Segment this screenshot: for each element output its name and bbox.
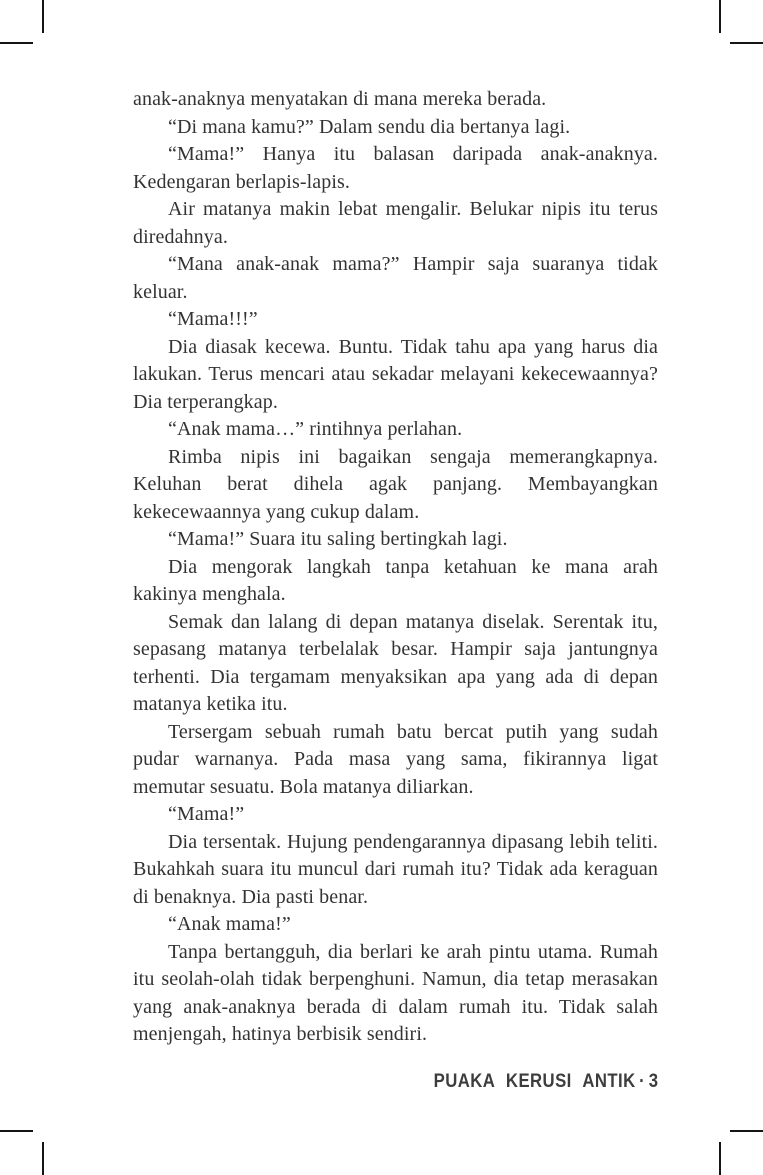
running-footer [433, 1071, 658, 1093]
crop-mark-top-left-vertical [42, 0, 44, 33]
body-paragraph: “Mama!” Suara itu saling bertingkah lagi. [168, 528, 508, 550]
body-text-block [133, 86, 658, 1061]
body-paragraph: Tanpa bertangguh, dia berlari ke arah pintu utama. Rumah itu seolah-olah tidak berpenghuni. Namun, dia tetap merasakan yang anak-anaknya berada di dalam rumah itu. Tidak salah menjengah, hatinya berbisik sendiri. [133, 940, 658, 1045]
running-title: PUAKA KERUSI ANTIK [433, 1071, 636, 1092]
body-paragraph: “Mama!” Hanya itu balasan daripada anak-anaknya. Kedengaran berlapis-lapis. [133, 143, 658, 193]
body-paragraph: “Anak mama…” rintihnya perlahan. [168, 418, 463, 440]
crop-mark-bottom-right-horizontal [730, 1130, 763, 1132]
body-paragraph: Air matanya makin lebat mengalir. Belukar nipis itu terus diredahnya. [133, 198, 658, 248]
body-paragraph: Semak dan lalang di depan matanya diselak. Serentak itu, sepasang matanya terbelalak besar. Hampir saja jantungnya terhenti. Dia tergamam menyaksikan apa yang ada di depan matanya ketika itu. [133, 610, 658, 715]
crop-mark-top-right-horizontal [730, 42, 763, 44]
body-paragraph: anak-anaknya menyatakan di mana mereka berada. [133, 88, 547, 110]
body-paragraph: Dia mengorak langkah tanpa ketahuan ke mana arah kakinya menghala. [133, 555, 658, 605]
crop-mark-top-left-horizontal [0, 42, 33, 44]
body-paragraph: Dia tersentak. Hujung pendengarannya dipasang lebih teliti. Bukahkah suara itu muncul dari rumah itu? Tidak ada keraguan di benaknya. Dia pasti benar. [133, 830, 658, 908]
body-paragraph: “Anak mama!” [168, 913, 291, 935]
body-paragraph: Tersergam sebuah rumah batu bercat putih yang sudah pudar warnanya. Pada masa yang sama, fikirannya ligat memutar sesuatu. Bola matanya diliarkan. [133, 720, 658, 798]
crop-mark-bottom-left-horizontal [0, 1130, 33, 1132]
crop-mark-top-right-vertical [719, 0, 721, 33]
page-number: 3 [648, 1071, 658, 1092]
body-paragraph: Rimba nipis ini bagaikan sengaja memerangkapnya. Keluhan berat dihela agak panjang. Membayangkan kekecewaannya yang cukup dalam. [133, 445, 658, 523]
body-paragraph: “Mana anak-anak mama?” Hampir saja suaranya tidak keluar. [133, 253, 658, 303]
crop-mark-bottom-right-vertical [719, 1142, 721, 1175]
crop-mark-bottom-left-vertical [42, 1142, 44, 1175]
footer-separator-dot: · [638, 1071, 645, 1092]
body-paragraph: Dia diasak kecewa. Buntu. Tidak tahu apa yang harus dia lakukan. Terus mencari atau sekadar melayani kekecewaannya? Dia terperangkap. [133, 335, 658, 413]
body-paragraph: “Di mana kamu?” Dalam sendu dia bertanya lagi. [168, 115, 571, 138]
body-paragraph: “Mama!!!” [168, 308, 258, 330]
body-paragraph: “Mama!” [168, 803, 245, 825]
